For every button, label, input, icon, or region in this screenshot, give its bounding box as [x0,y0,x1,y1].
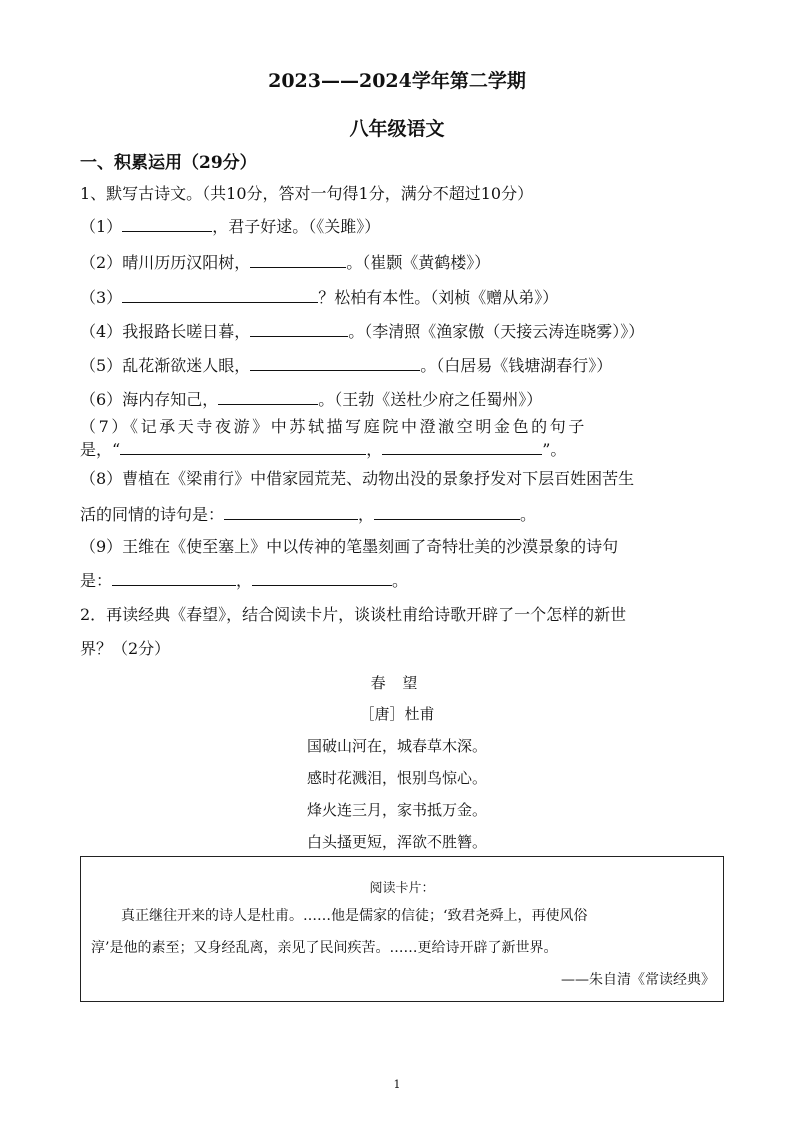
answer-blank[interactable] [224,505,358,520]
poem-line-3: 烽火连三月，家书抵万金。 [306,801,487,819]
item-number: （1） [80,217,123,236]
exam-subject: 八年级语文 [349,118,445,140]
question-1-item-7-answer [80,437,566,460]
question-2-line-2: 界？（2分） [80,639,171,658]
question-1-item-7: （7）《记承天寺夜游》中苏轼描写庭院中澄澈空明金色的句子 [80,417,587,436]
item-text: 晴川历历汉阳树， [122,253,251,272]
item-text: 乱花渐欲迷人眼， [122,356,251,375]
reading-card [80,856,724,1002]
poem-author: ［唐］杜甫 [359,705,435,723]
item-text: ， [366,440,383,459]
item-number: （5） [80,356,123,375]
item-text: 是，“ [80,440,121,459]
item-number: （4） [80,322,123,341]
exam-title: 2023——2024学年第二学期 [268,70,526,92]
question-1-item-3 [80,285,558,308]
reading-card-line-2: 淳’是他的素至；又身经乱离，亲见了民间疾苦。……更给诗开辟了新世界。 [91,940,558,956]
answer-blank[interactable] [250,322,348,337]
reading-card-line-1: 真正继往开来的诗人是杜甫。……他是儒家的信徒；‘致君尧舜上，再使风俗 [121,908,588,924]
item-number: （6） [80,390,123,409]
item-text: 。（王勃《送杜少府之任蜀州》） [318,390,543,409]
item-text: 海内存知己， [122,390,219,409]
section-heading: 一、积累运用（29分） [80,153,257,173]
item-text: 是： [80,571,113,590]
item-text: ？松柏有本性。（刘桢《赠从弟》） [318,288,559,307]
item-text: 。 [520,505,537,524]
page-number: 1 [393,1078,401,1091]
item-text: 。（崔颢《黄鹤楼》） [346,253,491,272]
answer-blank[interactable] [250,356,420,371]
question-1-item-9: （9）王维在《使至塞上》中以传神的笔墨刻画了奇特壮美的沙漠景象的诗句 [80,537,619,556]
item-text: ，君子好逑。（《关雎》） [212,217,381,236]
poem-line-2: 感时花溅泪，恨别鸟惊心。 [306,769,487,787]
question-1-item-8: （8）曹植在《梁甫行》中借家园荒芜、动物出没的景象抒发对下层百姓困苦生 [80,469,635,488]
answer-blank[interactable] [374,505,520,520]
question-1-item-6 [80,387,542,410]
item-text: 活的同情的诗句是： [80,505,225,524]
answer-blank[interactable] [252,571,392,586]
reading-card-title: 阅读卡片： [369,881,435,896]
answer-blank[interactable] [250,253,346,268]
item-text: 。 [392,571,409,590]
question-1-item-4 [80,319,644,342]
question-1-item-1 [80,214,380,237]
question-1-prompt: 1、默写古诗文。（共10分，答对一句得1分，满分不超过10分） [80,184,534,203]
answer-blank[interactable] [122,288,318,303]
reading-card-source: ——朱自清《常读经典》 [561,972,715,988]
poem-line-1: 国破山河在，城春草木深。 [306,737,487,755]
item-text: ， [358,505,375,524]
item-text: 。（李清照《渔家傲（天接云涛连晓雾）》） [348,322,645,341]
answer-blank[interactable] [112,571,236,586]
item-number: （3） [80,288,123,307]
question-2-line-1: 2．再读经典《春望》，结合阅读卡片，谈谈杜甫给诗歌开辟了一个怎样的新世 [80,605,627,624]
item-text: 我报路长嗟日暮， [122,322,251,341]
item-text: ”。 [542,440,567,459]
question-1-item-8-answer [80,502,536,525]
question-1-item-2 [80,250,490,273]
answer-blank[interactable] [382,440,542,455]
item-text: ， [236,571,253,590]
item-text: 。（白居易《钱塘湖春行》） [420,356,613,375]
poem-title: 春 望 [370,674,424,692]
question-1-item-9-answer [80,568,408,591]
answer-blank[interactable] [218,390,318,405]
poem-line-4: 白头搔更短，浑欲不胜簪。 [306,833,487,851]
answer-blank[interactable] [120,440,366,455]
answer-blank[interactable] [122,217,212,232]
item-number: （2） [80,253,123,272]
question-1-item-5 [80,353,612,376]
